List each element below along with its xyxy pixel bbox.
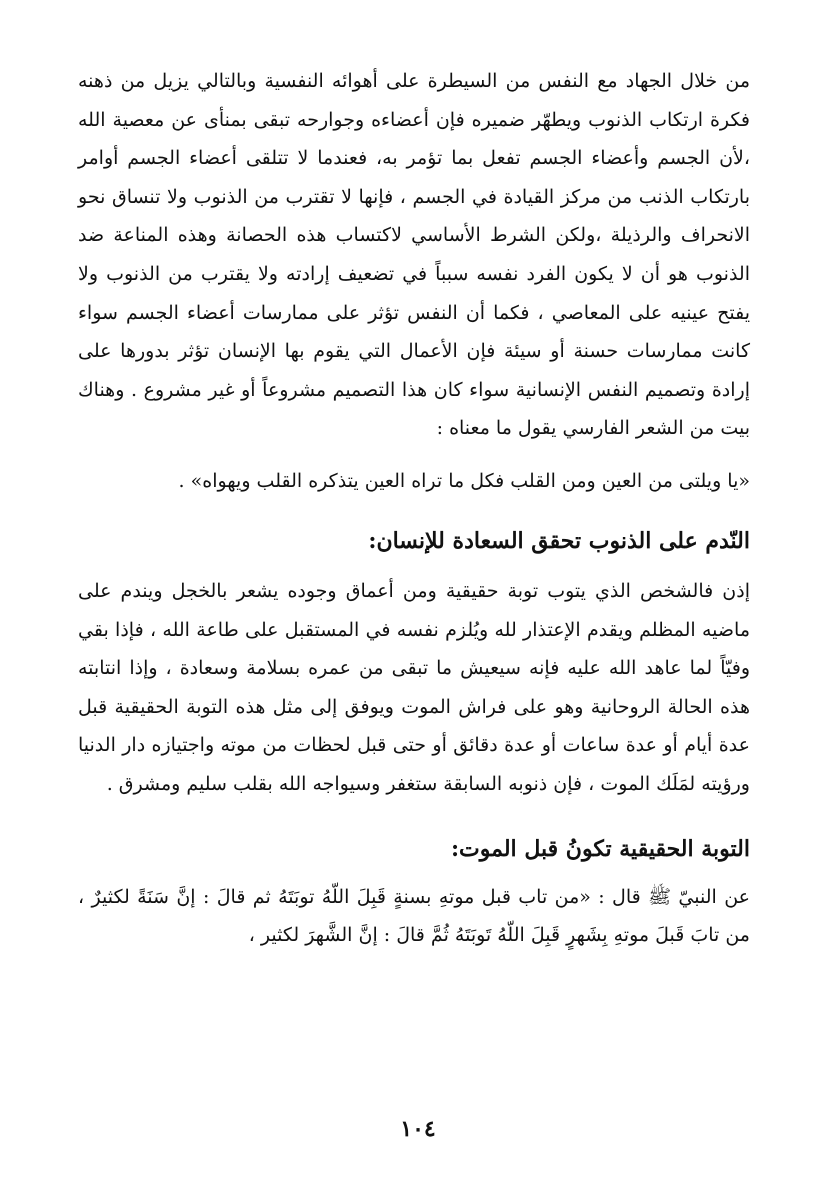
paragraph-true-repentance: إذن فالشخص الذي يتوب توبة حقيقية ومن أعماق وجوده يشعر بالخجل ويندم على ماضيه المظلم ويقدم الإعتذار لله ويُلزم نفسه في المستقبل على طاعة الله ، فإذا بقي وفيّاً لما عاهد الله عليه فإنه سيعيش ما تبقى من عمره بسلامة وسعادة ، وإذا انتابته هذه الحالة الروحانية وهو على فراش الموت ويوفق إلى مثل هذه التوبة الحقيقية قبل عدة أيام أو عدة ساعات أو عدة دقائق أو حتى قبل لحظات من موته واجتيازه دار الدنيا ورؤيته لمَلَك الموت ، فإن ذنوبه السابقة ستغفر وسيواجه الله بقلب سليم ومشرق . bbox=[78, 579, 750, 795]
section-heading-repentance-before-death: التوبة الحقيقية تكونُ قبل الموت: bbox=[450, 835, 750, 862]
page-number: ١٠٤ bbox=[400, 1116, 436, 1142]
paragraph-jihad-with-self: من خلال الجهاد مع النفس من السيطرة على أهوائه النفسية وبالتالي يزيل من ذهنه فكرة ارتكاب الذنوب ويطهّر ضميره فإن أعضاءه وجوارحه تبقى بمنأى عن معصية الله ،لأن الجسم وأعضاء الجسم تفعل بما تؤمر به، فعندما لا تتلقى أعضاء الجسم أوامر بارتكاب الذنب من مركز القيادة في الجسم ، فإنها لا تقترب من الذنوب ولا تنساق نحو الانحراف والرذيلة ،ولكن الشرط الأساسي لاكتساب هذه الحصانة وهذه المناعة ضد الذنوب هو أن لا يكون الفرد نفسه سبباً في تضعيف إرادته ولا يقترب من الذنوب ولا يفتح عينيه على المعاصي ، فكما أن النفس تؤثر على ممارسات أعضاء الجسم سواء كانت ممارسات حسنة أو سيئة فإن الأعمال التي يقوم بها الإنسان تؤثر بدورها على إرادة وتصميم النفس الإنسانية سواء كان هذا التصميم مشروعاً أو غير مشروع . وهناك بيت من الشعر الفارسي يقول ما معناه : bbox=[78, 70, 751, 440]
persian-poem-quote: «يا ويلتى من العين ومن القلب فكل ما تراه العين يتذكره القلب ويهواه» . bbox=[178, 469, 750, 492]
paragraph-hadith: عن النبيّ ﷺ قال : «من تاب قبل موتهِ بسنةٍ قَبِلَ اللّهُ توبَتَهُ ثم قالَ : إنَّ سَنَةً لكثيرٌ ، من تابَ قَبلَ موتهِ بِشَهرٍ قَبِلَ اللّهُ تَوبَتَهُ ثُمَّ قالَ : إنَّ الشَّهرَ لكثير ، bbox=[78, 885, 750, 947]
section-heading-repentance-happiness: النّدم على الذنوب تحقق السعادة للإنسان: bbox=[368, 527, 750, 554]
